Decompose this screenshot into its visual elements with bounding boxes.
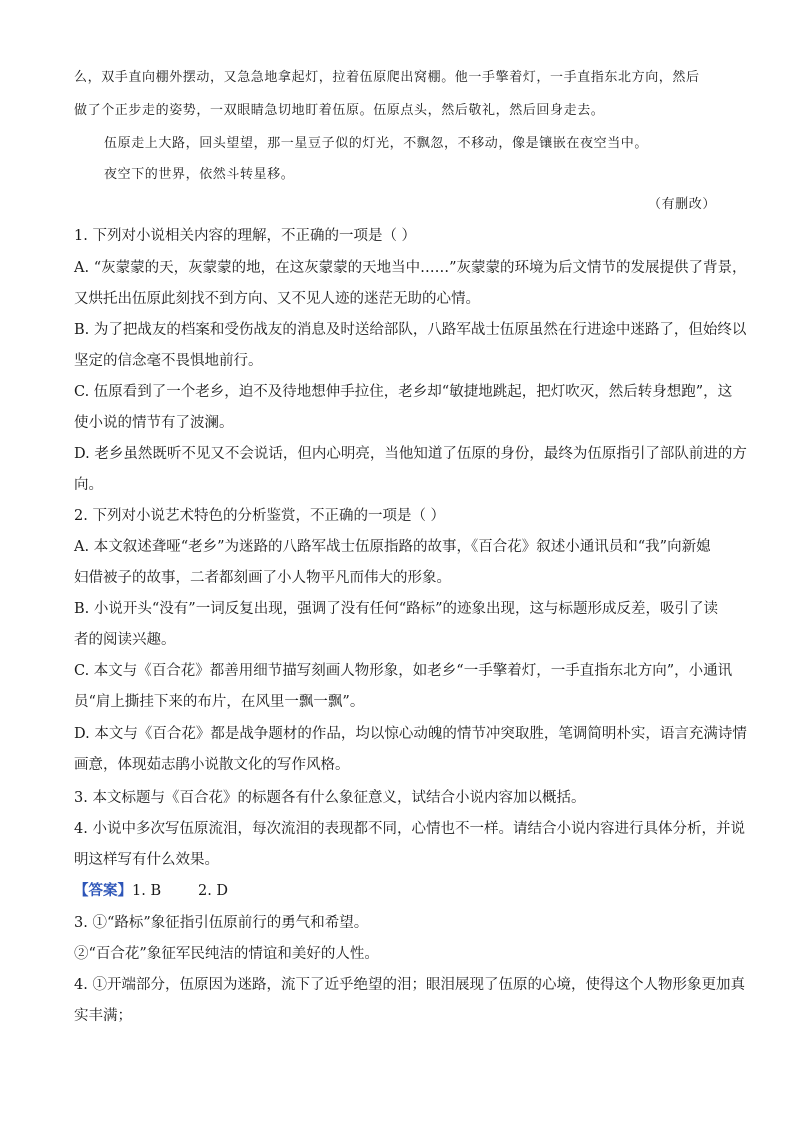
question-2-option-a-line-2: 妇借被子的故事，二者都刻画了小人物平凡而伟大的形象。 [74,570,451,586]
question-1-option-c-line-2: 使小说的情节有了波澜。 [74,415,234,431]
question-2-option-b-line-2: 者的阅读兴趣。 [74,632,176,648]
question-2-option-b-line-1: B. 小说开头“没有”一词反复出现，强调了没有任何“路标”的迹象出现，这与标题形成反差，吸引了读 [74,601,719,617]
passage-paragraph-2: 伍原走上大路，回头望望，那一星豆子似的灯光，不飘忽，不移动，像是镶嵌在夜空当中。 [104,136,649,151]
question-1-option-d-line-1: D. 老乡虽然既听不见又不会说话，但内心明亮，当他知道了伍原的身份，最终为伍原指引了部队前进的方 [74,446,747,462]
answer-3-line-1: 3. ①“路标”象征指引伍原前行的勇气和希望。 [74,915,369,931]
question-1-option-a-line-2: 又烘托出伍原此刻找不到方向、又不见人迹的迷茫无助的心情。 [74,291,480,307]
passage-note: （有删改） [647,197,716,212]
question-2-option-c-line-1: C. 本文与《百合花》都善用细节描写刻画人物形象，如老乡“一手擎着灯，一手直指东北方向”，小通讯 [74,663,733,679]
question-2-option-a-line-1: A. 本文叙述聋哑“老乡”为迷路的八路军战士伍原指路的故事，《百合花》叙述小通讯员和“我”向新媳 [74,539,711,555]
answer-header [74,879,720,900]
question-1-option-b-line-2: 坚定的信念毫不畏惧地前行。 [74,353,263,369]
question-1-option-a-line-1: A. “灰蒙蒙的天，灰蒙蒙的地，在这灰蒙蒙的天地当中……”灰蒙蒙的环境为后文情节的发展提供了背景， [74,260,747,276]
passage-paragraph-1-line-1: 么，双手直向棚外摆动，又急急地拿起灯，拉着伍原爬出窝棚。他一手擎着灯，一手直指东北方向，然后 [74,70,700,85]
question-4-line-1: 4. 小说中多次写伍原流泪，每次流泪的表现都不同，心情也不一样。请结合小说内容进行具体分析，并说 [74,821,745,837]
question-2-stem: 2. 下列对小说艺术特色的分析鉴赏，不正确的一项是（ ） [74,508,446,524]
passage-paragraph-3: 夜空下的世界，依然斗转星移。 [104,167,295,182]
question-2-option-d-line-2: 画意，体现茹志鹃小说散文化的写作风格。 [74,757,350,773]
question-4-line-2: 明这样写有什么效果。 [74,852,219,868]
question-3: 3. 本文标题与《百合花》的标题各有什么象征意义，试结合小说内容加以概括。 [74,790,586,806]
question-1-stem: 1. 下列对小说相关内容的理解，不正确的一项是（ ） [74,228,417,244]
question-1-option-c-line-1: C. 伍原看到了一个老乡，迫不及待地想伸手拉住，老乡却“敏捷地跳起，把灯吹灭，然后转身想跑”，这 [74,384,733,400]
question-2-option-c-line-2: 员“肩上撕挂下来的布片，在风里一飘一飘”。 [74,694,365,710]
answer-4-line-2: 实丰满； [74,1008,132,1024]
answer-multiple-choice: 1. B 2. D [132,883,229,899]
question-1-option-d-line-2: 向。 [74,477,103,493]
answer-3-line-2: ②“百合花”象征军民纯洁的情谊和美好的人性。 [74,946,379,962]
question-1-option-b-line-1: B. 为了把战友的档案和受伤战友的消息及时送给部队，八路军战士伍原虽然在行进途中迷路了，但始终以 [74,322,747,338]
question-2-option-d-line-1: D. 本文与《百合花》都是战争题材的作品，均以惊心动魄的情节冲突取胜，笔调简明朴实，语言充满诗情 [74,726,747,742]
answer-4-line-1: 4. ①开端部分，伍原因为迷路，流下了近乎绝望的泪；眼泪展现了伍原的心境，使得这个人物形象更加真 [74,977,745,993]
answer-label: 【答案】 [74,882,132,899]
passage-paragraph-1-line-2: 做了个正步走的姿势，一双眼睛急切地盯着伍原。伍原点头，然后敬礼，然后回身走去。 [74,103,605,118]
